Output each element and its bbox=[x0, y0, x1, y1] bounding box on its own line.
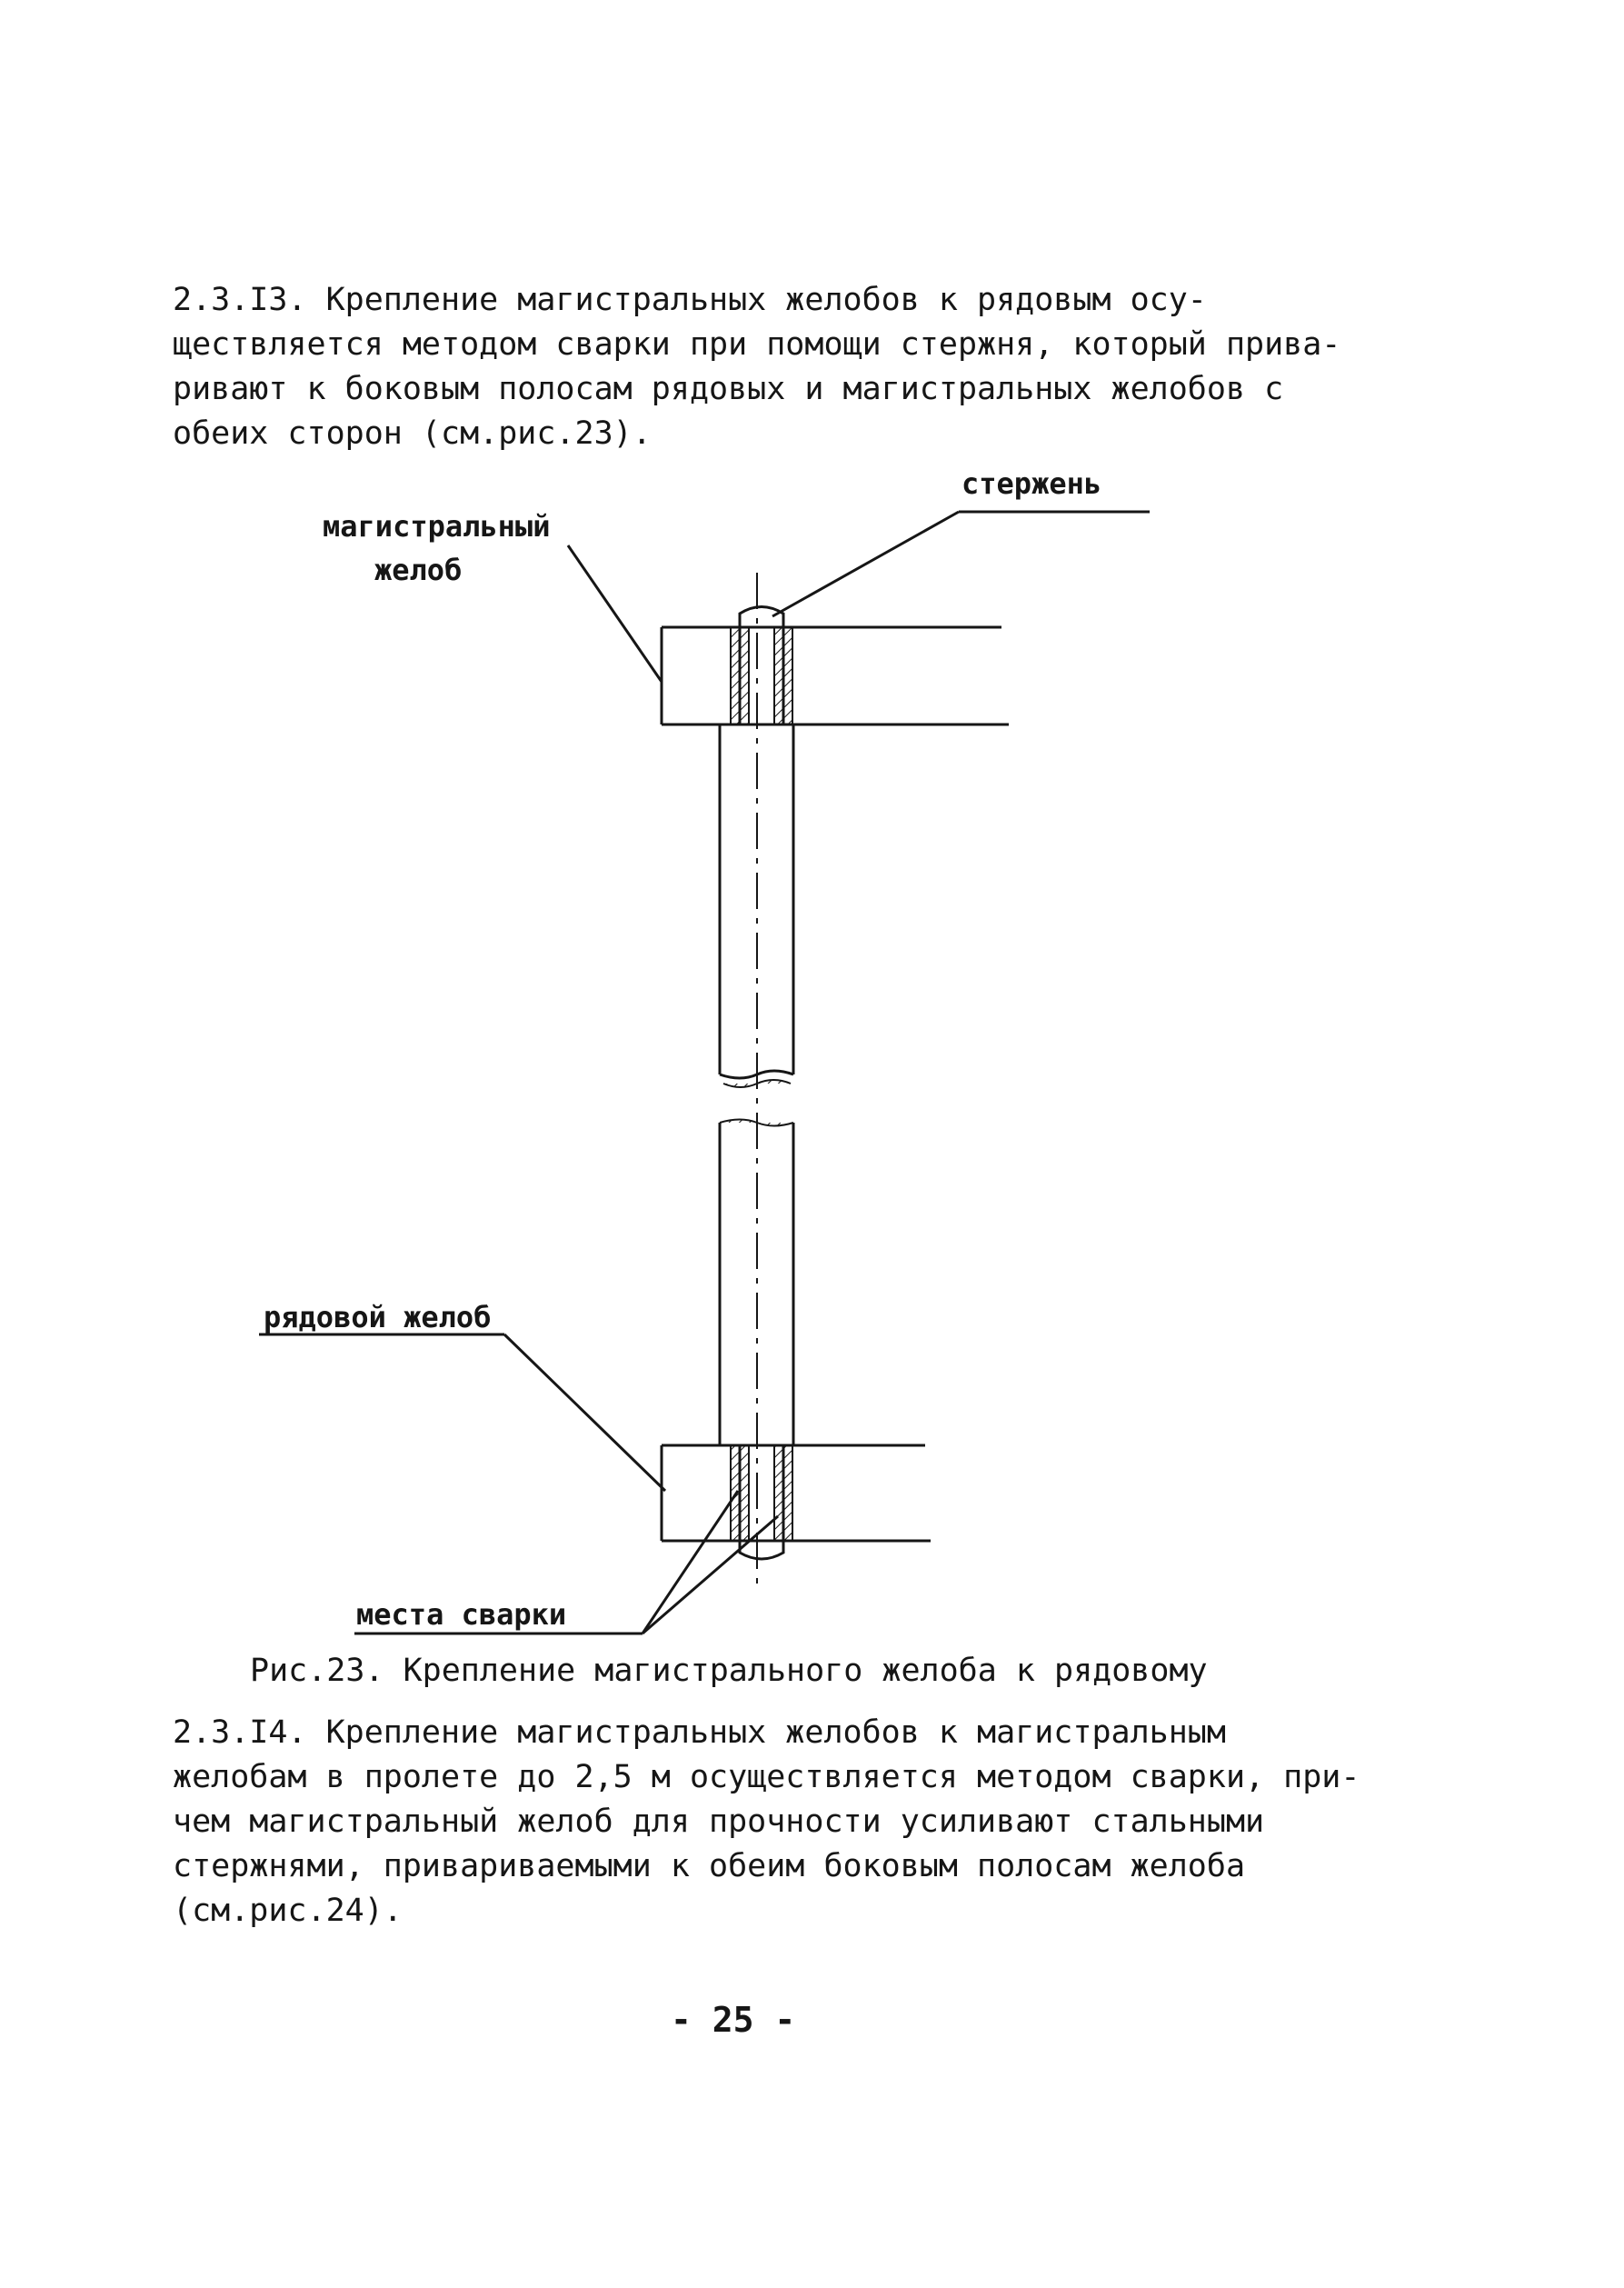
paragraph-line: стержнями, привариваемыми к обеим боковым полосам желоба bbox=[173, 1848, 1246, 1884]
paragraph-line: обеих сторон (см.рис.23). bbox=[173, 415, 652, 452]
paragraph-2-3-14 bbox=[173, 1711, 1360, 1933]
paragraph-line: чем магистральный желоб для прочности усиливают стальными bbox=[173, 1803, 1265, 1840]
rod-leader-line bbox=[772, 512, 959, 616]
paragraph-line: 2.3.I3. Крепление магистральных желобов к рядовым осу- bbox=[173, 282, 1207, 318]
main-trough bbox=[662, 627, 1009, 724]
figure-caption: Рис.23. Крепление магистрального желоба к рядовому bbox=[250, 1653, 1208, 1689]
main-trough-label: желоб bbox=[374, 553, 463, 587]
rod-label: стержень bbox=[961, 466, 1102, 501]
paragraph-line: (см.рис.24). bbox=[173, 1893, 403, 1929]
rod-top-end bbox=[731, 607, 792, 725]
row-trough-label: рядовой желоб bbox=[264, 1300, 492, 1334]
main-trough-label: магистральный bbox=[323, 509, 551, 544]
paragraph-line: ривают к боковым полосам рядовых и магистральных желобов с bbox=[173, 371, 1284, 407]
row-trough-leader-line bbox=[504, 1334, 665, 1491]
main-trough-leader-line bbox=[568, 545, 662, 682]
page-number: - 25 - bbox=[671, 2000, 796, 2040]
row-trough bbox=[662, 1445, 931, 1541]
paragraph-line: ществляется методом сварки при помощи стержня, который прива- bbox=[173, 326, 1341, 363]
paragraph-line: желобам в пролете до 2,5 м осуществляется методом сварки, при- bbox=[173, 1759, 1360, 1795]
paragraph-line: 2.3.I4. Крепление магистральных желобов к магистральным bbox=[173, 1714, 1226, 1751]
weld-label: места сварки bbox=[356, 1597, 567, 1632]
